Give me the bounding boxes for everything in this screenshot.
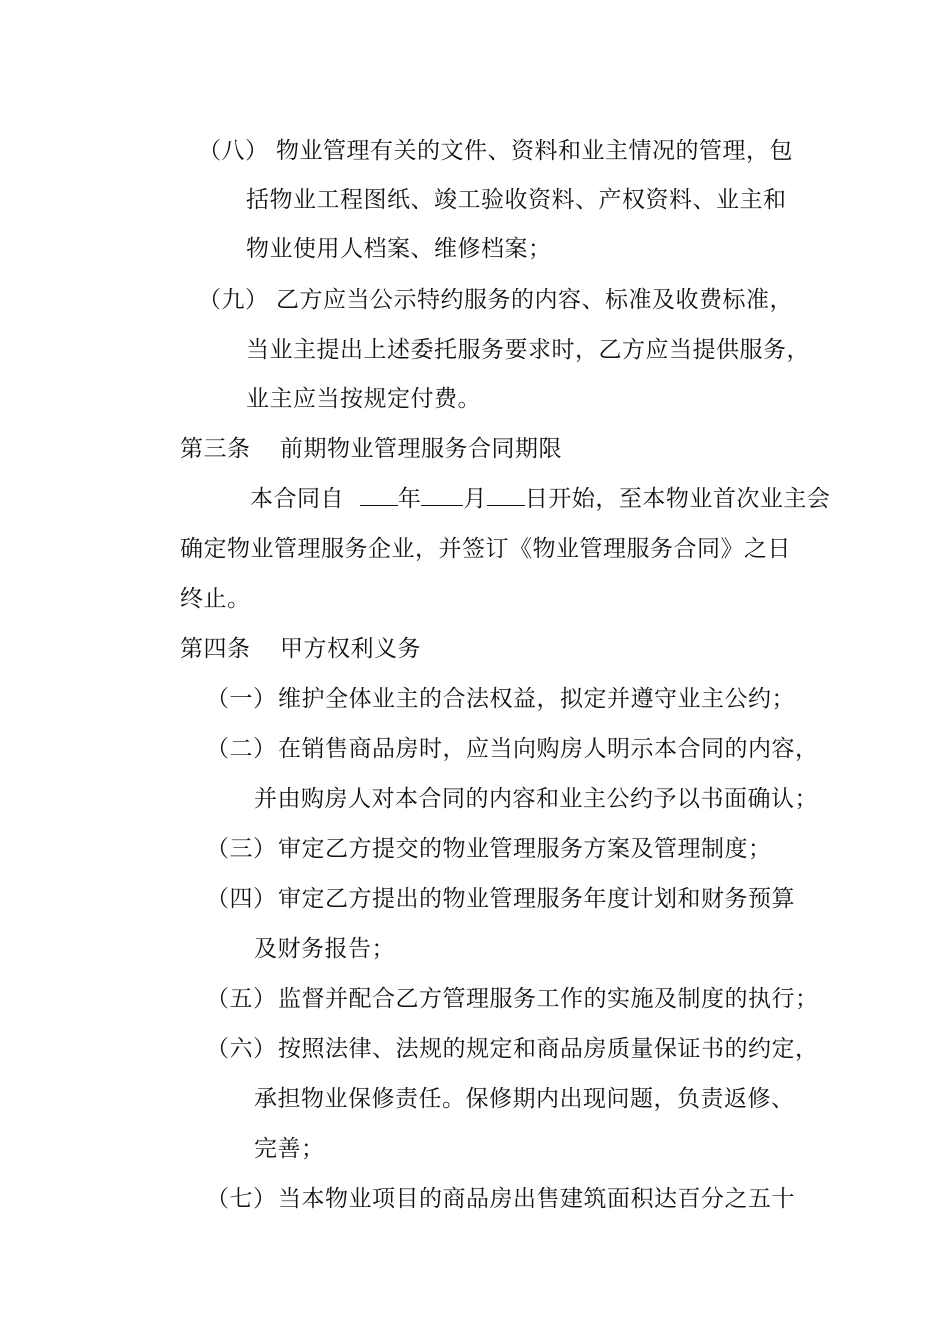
article-4-item-4-number: （四） [206, 886, 277, 912]
item-8-number: （八） [198, 138, 269, 164]
article-4-item-4-line-1: 审定乙方提出的物业管理服务年度计划和财务预算 [278, 886, 795, 912]
day-blank [487, 485, 525, 506]
article-4-item-6-number: （六） [206, 1036, 277, 1062]
article-4-item-5-number: （五） [206, 986, 277, 1012]
article-4-item-5-line-1: 监督并配合乙方管理服务工作的实施及制度的执行； [278, 986, 819, 1012]
item-9-line-3: 业主应当按规定付费。 [246, 386, 481, 412]
article-4-label: 第四条 [180, 636, 251, 662]
article-4-item-1-line-1: 维护全体业主的合法权益，拟定并遵守业主公约； [278, 686, 795, 712]
article-4-item-4-line-2: 及财务报告； [254, 936, 395, 962]
article-3-paragraph-line-1 [250, 484, 830, 514]
article-3-label: 第三条 [180, 436, 251, 462]
item-9-line-1: 乙方应当公示特约服务的内容、标准及收费标准， [276, 287, 793, 313]
item-9-line-2: 当业主提出上述委托服务要求时，乙方应当提供服务， [246, 337, 810, 363]
year-blank [360, 485, 398, 506]
start-date-prefix: 本合同自 [250, 486, 344, 512]
article-4-item-2-line-2: 并由购房人对本合同的内容和业主公约予以书面确认； [254, 786, 818, 812]
month-blank [421, 485, 463, 506]
article-3-title: 前期物业管理服务合同期限 [280, 436, 562, 462]
article-4-item-1-number: （一） [206, 686, 277, 712]
start-date-suffix: 日开始，至本物业首次业主会 [524, 486, 831, 512]
article-4-item-7-line-1: 当本物业项目的商品房出售建筑面积达百分之五十 [278, 1186, 795, 1212]
month-label: 月 [463, 486, 487, 512]
article-4-item-6-line-2: 承担物业保修责任。保修期内出现问题，负责返修、 [254, 1086, 795, 1112]
article-4-item-6-line-3: 完善； [254, 1136, 325, 1162]
item-8-line-3: 物业使用人档案、维修档案； [246, 236, 552, 262]
article-4-title: 甲方权利义务 [280, 636, 421, 662]
article-4-item-2-number: （二） [206, 736, 277, 762]
article-4-item-6-line-1: 按照法律、法规的规定和商品房质量保证书的约定， [278, 1036, 819, 1062]
article-4-item-3-line-1: 审定乙方提交的物业管理服务方案及管理制度； [278, 836, 772, 862]
article-4-item-2-line-1: 在销售商品房时，应当向购房人明示本合同的内容， [278, 736, 819, 762]
item-8-line-1: 物业管理有关的文件、资料和业主情况的管理，包 [276, 138, 793, 164]
article-3-paragraph-line-3: 终止。 [180, 586, 251, 612]
article-3-paragraph-line-2: 确定物业管理服务企业，并签订《物业管理服务合同》之日 [180, 536, 791, 562]
item-8-line-2: 括物业工程图纸、竣工验收资料、产权资料、业主和 [246, 187, 787, 213]
item-9-number: （九） [198, 287, 269, 313]
year-label: 年 [397, 486, 422, 512]
article-4-item-7-number: （七） [206, 1186, 277, 1212]
article-4-item-3-number: （三） [206, 836, 277, 862]
